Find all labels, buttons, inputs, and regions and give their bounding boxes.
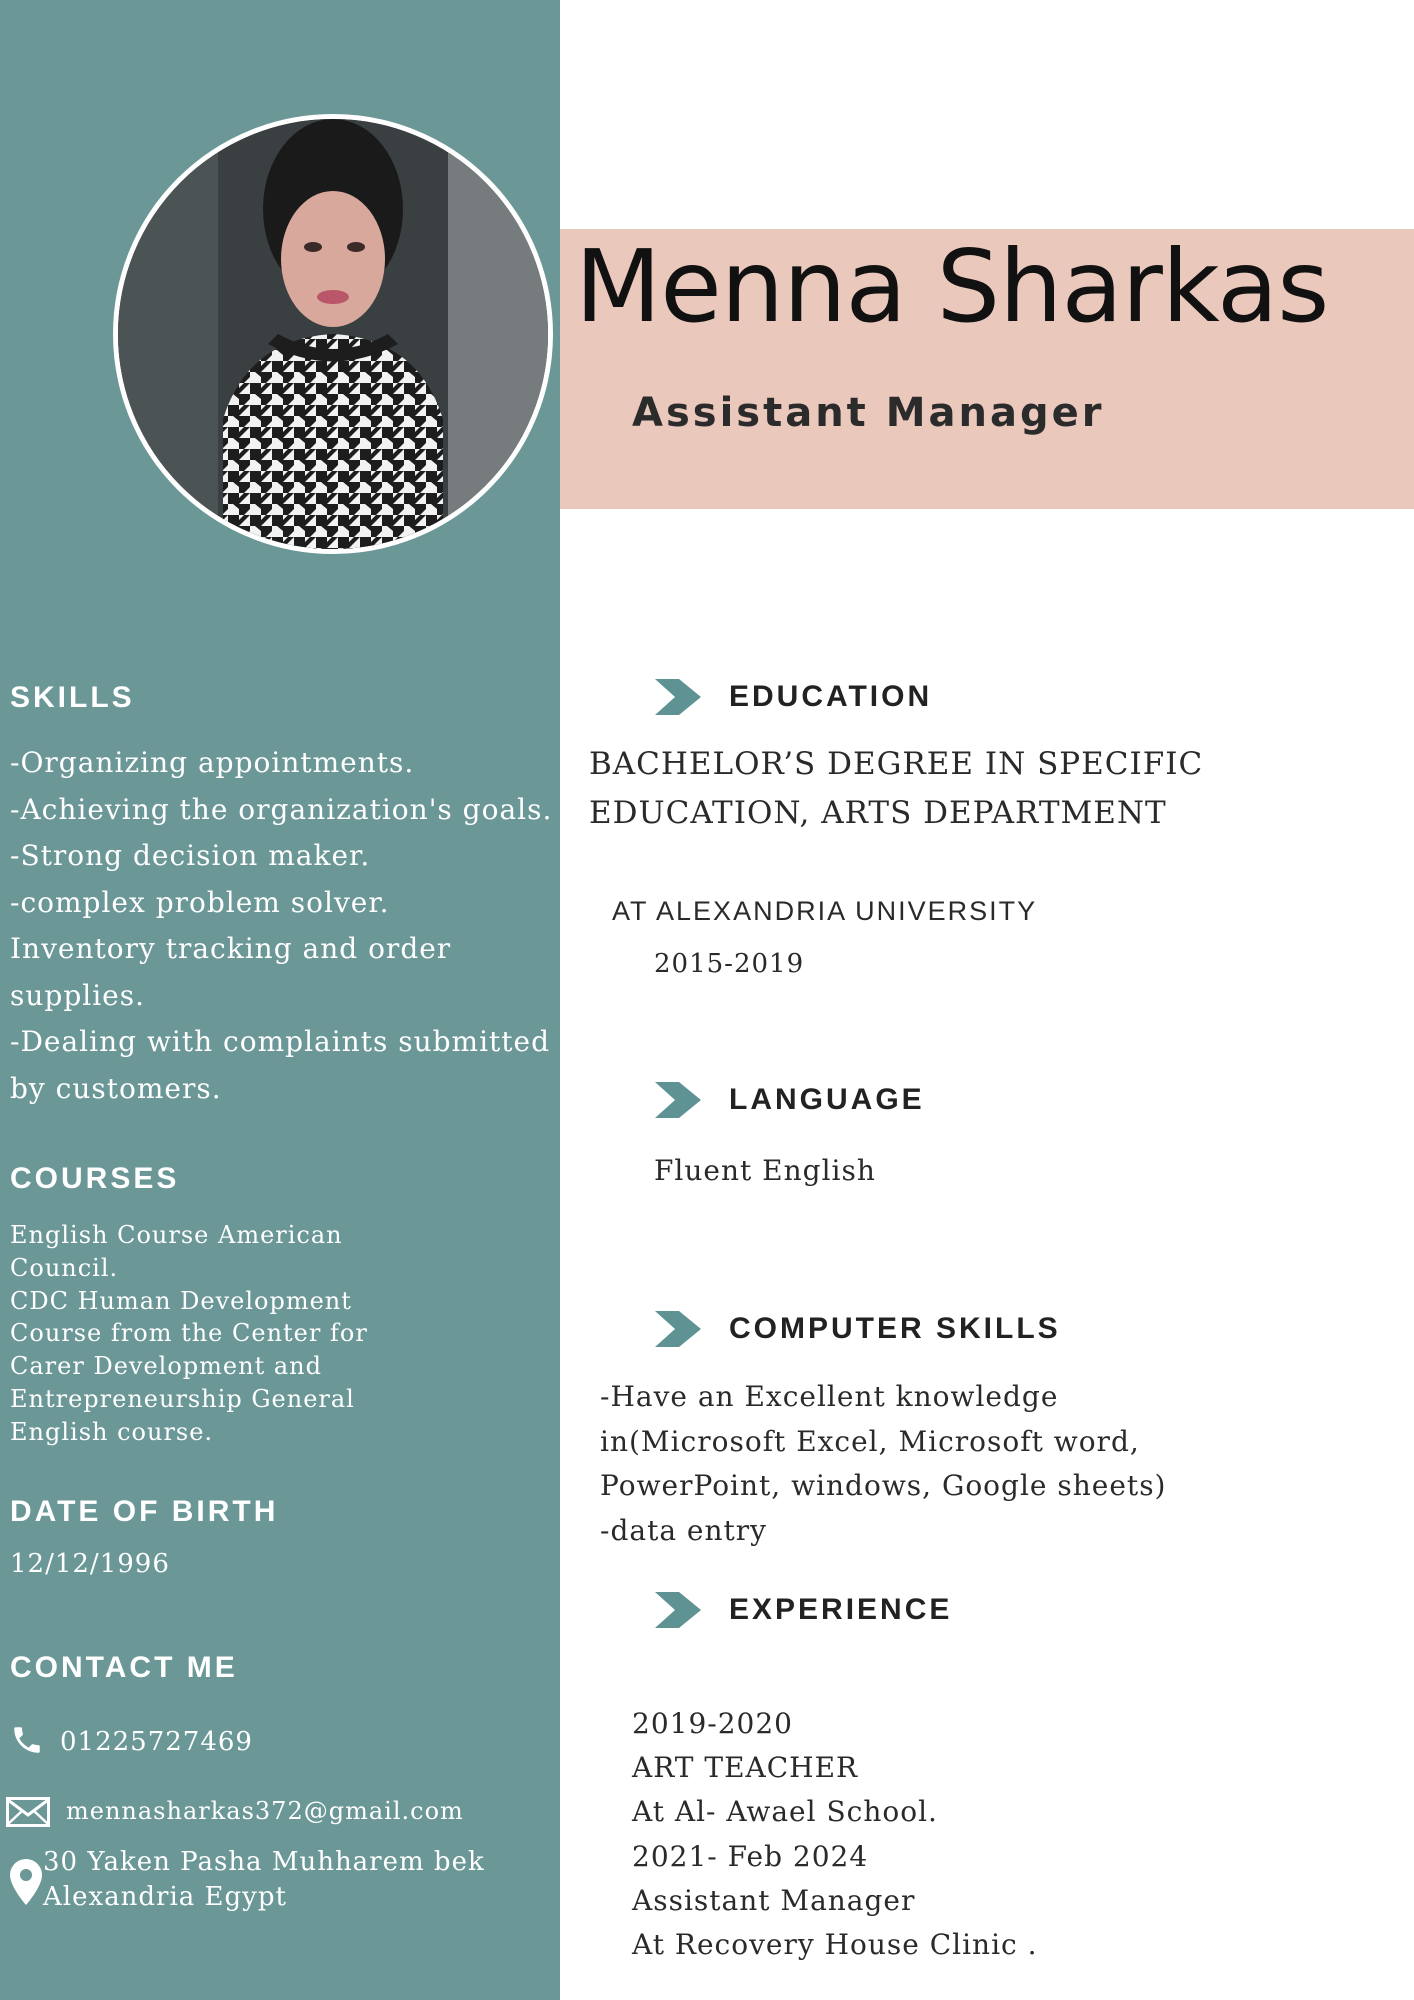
education-heading: EDUCATION <box>729 680 933 713</box>
degree-line-1: BACHELOR’S DEGREE IN SPECIFIC <box>589 746 1204 782</box>
course-line: CDC Human Development <box>10 1286 352 1315</box>
profile-photo <box>113 114 553 554</box>
person-name: Menna Sharkas <box>575 228 1329 345</box>
contact-heading: CONTACT ME <box>10 1651 238 1684</box>
experience-line: At Recovery House Clinic . <box>632 1928 1038 1962</box>
experience-line: ART TEACHER <box>632 1751 859 1785</box>
course-line: English course. <box>10 1417 214 1446</box>
chevron-right-icon <box>655 1082 701 1118</box>
phone-icon <box>10 1722 44 1762</box>
experience-line: 2021- Feb 2024 <box>632 1839 869 1873</box>
computer-skill-line: PowerPoint, windows, Google sheets) <box>600 1469 1167 1502</box>
email-address[interactable]: mennasharkas372@gmail.com <box>66 1797 464 1825</box>
computer-skills-heading: COMPUTER SKILLS <box>729 1312 1061 1345</box>
contact-address <box>0 1845 560 1915</box>
skill-item: -Dealing with complaints submitted <box>10 1025 551 1058</box>
chevron-right-icon <box>655 1592 701 1628</box>
address-line-2: Alexandria Egypt <box>43 1882 287 1912</box>
dob-heading: DATE OF BIRTH <box>10 1495 279 1528</box>
profile-photo-illustration <box>118 119 548 549</box>
skills-heading: SKILLS <box>10 681 135 714</box>
skill-item: -Organizing appointments. <box>10 746 415 779</box>
courses-list <box>10 1219 558 1449</box>
computer-skill-line: in(Microsoft Excel, Microsoft word, <box>600 1424 1140 1458</box>
language-heading: LANGUAGE <box>729 1083 925 1116</box>
course-line: Entrepreneurship General <box>10 1384 355 1413</box>
skill-item: by customers. <box>10 1071 222 1105</box>
experience-line: At Al- Awael School. <box>632 1795 938 1829</box>
computer-skill-line: -data entry <box>600 1513 767 1547</box>
location-pin-icon <box>10 1859 42 1909</box>
experience-line: 2019-2020 <box>632 1707 793 1740</box>
chevron-right-icon <box>655 1311 701 1347</box>
education-years: 2015-2019 <box>654 949 805 979</box>
skill-item: Inventory tracking and order <box>10 932 452 965</box>
experience-line: Assistant Manager <box>632 1883 916 1917</box>
degree-line-2: EDUCATION, ARTS DEPARTMENT <box>589 795 1167 831</box>
job-title: Assistant Manager <box>632 390 1105 436</box>
chevron-right-icon <box>655 679 701 715</box>
course-line: English Course American <box>10 1221 343 1249</box>
skill-item: -Strong decision maker. <box>10 839 371 872</box>
skill-item: -complex problem solver. <box>10 885 390 919</box>
university: AT ALEXANDRIA UNIVERSITY <box>612 896 1038 926</box>
dob-value: 12/12/1996 <box>10 1549 170 1579</box>
experience-list <box>632 1702 1038 1967</box>
skill-item: supplies. <box>10 978 145 1012</box>
computer-skills-list <box>600 1375 1166 1553</box>
phone-number[interactable]: 01225727469 <box>60 1727 253 1757</box>
skill-item: -Achieving the organization's goals. <box>10 792 553 826</box>
contact-email <box>0 1791 560 1831</box>
address-line-1: 30 Yaken Pasha Muhharem bek <box>43 1847 485 1877</box>
course-line: Course from the Center for <box>10 1319 368 1348</box>
course-line: Carer Development and <box>10 1352 322 1381</box>
courses-heading: COURSES <box>10 1162 180 1195</box>
course-line: Council. <box>10 1253 119 1282</box>
experience-heading: EXPERIENCE <box>729 1593 953 1626</box>
computer-skill-line: -Have an Excellent knowledge <box>600 1380 1059 1413</box>
language-value: Fluent English <box>654 1154 876 1187</box>
contact-phone <box>0 1722 560 1762</box>
mail-icon <box>6 1797 50 1831</box>
skills-list <box>10 740 558 1112</box>
